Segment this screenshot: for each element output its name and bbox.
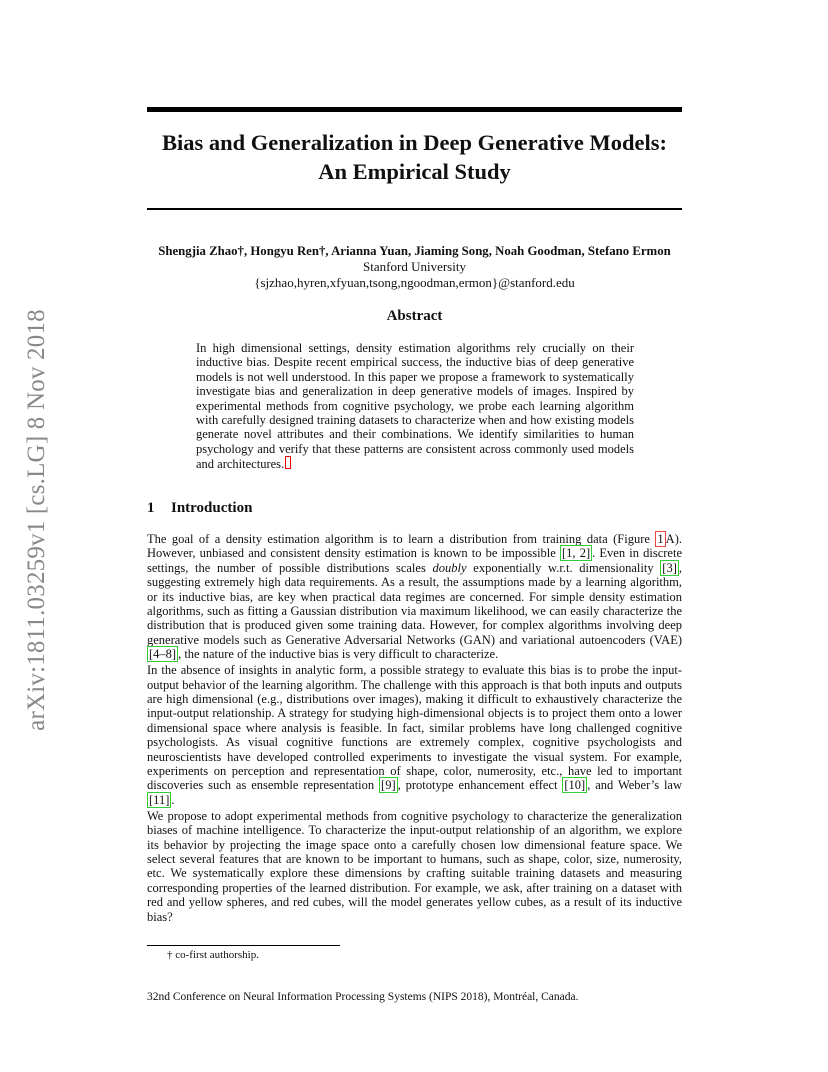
figure-ref-link[interactable]: 1 (657, 532, 664, 546)
citation-link[interactable]: [1, 2] (561, 546, 591, 561)
section-number: 1 (147, 500, 155, 516)
footnote-link-box[interactable] (285, 456, 291, 469)
footnote: † co-first authorship. (167, 949, 259, 961)
p2-text-a: In the absence of insights in analytic form, a possible strategy to evaluate this bias is to probe the input-output behavior of the learning algorithm. The challenge with this approach is that both inputs and outputs are high dimensional (e.g., distributions over images), making it difficult to exhaustively characterize the input-output relationship. A strategy for studying high-dimensional objects is to project them onto a lower dimensional space where analysis is feasible. In fact, similar problems have long challenged cognitive psychologists. As visual cognitive functions are extremely complex, cognitive psychologists and neuroscientists have developed controlled experiments to investigate the visual system. For example, experiments on perception and representation of shape, color, numerosity, etc., have led to important discoveries such as ensemble representation (147, 663, 682, 793)
p1-text-b: A). However, unbiased and consistent density estimation is known to be impossible (147, 532, 682, 561)
title-top-rule (147, 107, 682, 112)
paragraph-2 (147, 663, 682, 807)
abstract-heading: Abstract (386, 308, 443, 324)
p1-text-a: The goal of a density estimation algorithm is to learn a distribution from training data (Figure (147, 532, 656, 546)
p1-text-d: exponentially w.r.t. dimensionality (466, 560, 661, 575)
citation-link[interactable]: [11] (149, 792, 170, 807)
conference-note: 32nd Conference on Neural Information Processing Systems (NIPS 2018), Montréal, Canada. (147, 991, 579, 1003)
author-names: Shengjia Zhao†, Hongyu Ren†, Arianna Yuan, Jiaming Song, Noah Goodman, Stefano Ermon (158, 244, 671, 258)
p2-text-c: , and Weber’s law (587, 778, 683, 793)
section-title: Introduction (171, 500, 253, 516)
citation-link[interactable]: [4–8] (149, 647, 177, 662)
author-email: {sjzhao,hyren,xfyuan,tsong,ngoodman,ermon}@stanford.edu (254, 275, 575, 290)
citation-link[interactable]: [10] (564, 778, 586, 793)
title-line-2: An Empirical Study (318, 159, 511, 184)
abstract-body-text: In high dimensional settings, density estimation algorithms rely crucially on their inductive bias. Despite recent empirical success, the inductive bias of deep generative models is not well understood. In this paper we propose a framework to systematically investigate bias and generalization in deep generative models of images. Inspired by experimental methods from cognitive psychology, we probe each learning algorithm with carefully designed training datasets to characterize when and how existing models generate novel attributes and their combinations. We identify similarities to human psychology and verify that these patterns are consistent across commonly used models and architectures. (196, 341, 634, 472)
p1-text-c: . Even in discrete settings, the number of possible distributions scales (147, 546, 683, 575)
paper-title (147, 128, 682, 186)
p2-text-b: , prototype enhancement effect (397, 778, 563, 793)
section-heading (147, 500, 252, 517)
introduction-body (147, 532, 682, 925)
title-bottom-rule (147, 208, 682, 210)
p2-text-d: . (171, 792, 175, 807)
abstract-text (196, 341, 634, 472)
footnote-rule (147, 945, 340, 946)
citation-link[interactable]: [9] (381, 778, 396, 793)
title-line-1: Bias and Generalization in Deep Generative Models: (162, 130, 667, 155)
arxiv-watermark: arXiv:1811.03259v1 [cs.LG] 8 Nov 2018 (23, 309, 50, 731)
paragraph-1 (147, 532, 682, 662)
citation-link[interactable]: [3] (662, 560, 677, 575)
paragraph-3: We propose to adopt experimental methods from cognitive psychology to characterize the generalization biases of machine intelligence. To characterize the input-output relationship of an algorithm, we explore its behavior by projecting the image space onto a carefully chosen low dimensional feature space. We select several features that are known to be important to humans, such as shape, color, size, numerosity, etc. We systematically explore these dimensions by crafting suitable training datasets and measuring corresponding properties of the learned distribution. For example, we ask, after training on a dataset with red and yellow spheres, and red cubes, will the model generates yellow cubes, as a result of its inductive bias? (147, 808, 682, 924)
author-block (147, 243, 682, 291)
p1-text-e: , suggesting extremely high data requirements. As a result, the assumptions made by a learning algorithm, or its inductive bias, are key when practical data regimes are concerned. For simple density estimation algorithms, such as fitting a Gaussian distribution via maximum likelihood, we can easily characterize the distribution that is produced given some training data. However, for complex algorithms involving deep generative models such as Generative Adversarial Networks (GAN) and variational autoencoders (VAE) (147, 560, 682, 647)
affiliation: Stanford University (363, 259, 466, 274)
p1-emphasis: doubly (432, 560, 467, 575)
p1-text-f: , the nature of the inductive bias is very difficult to characterize. (178, 647, 499, 662)
